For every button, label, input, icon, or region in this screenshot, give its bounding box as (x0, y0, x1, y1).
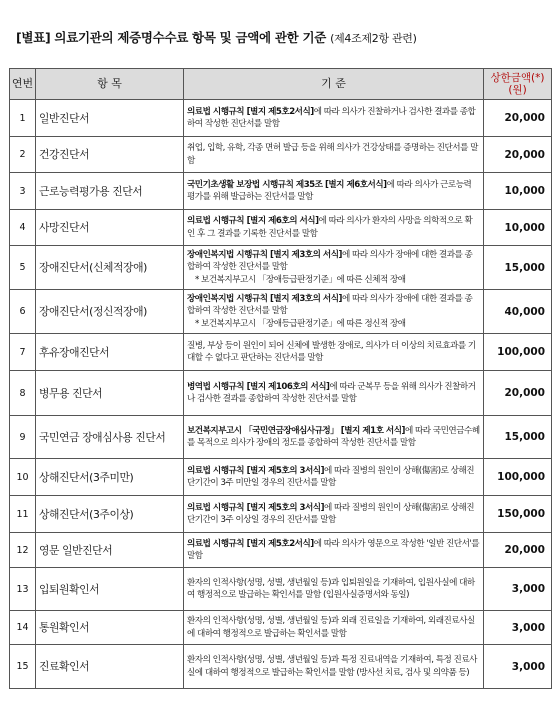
row-item-name: 상해진단서(3주미만) (36, 459, 184, 496)
row-fee-amount: 10,000 (484, 173, 552, 210)
row-fee-amount: 150,000 (484, 496, 552, 533)
criteria-description: 에 따라 의사가 영문으로 작성한 '일반 진단서'를 말함 (187, 538, 480, 561)
criteria-legal-basis: 병역법 시행규칙 [별지 제106호의 서식] (187, 381, 330, 392)
row-number: 11 (10, 496, 36, 533)
criteria-description: 환자의 인적사항(성명, 성별, 생년월일 등)과 외래 진료일을 기재하여, 외래진료사실에 대하여 행정적으로 발급하는 확인서를 말함 (187, 616, 475, 639)
table-header (10, 69, 552, 100)
criteria-legal-basis: 의료법 시행규칙 [별지 제5호2서식] (187, 538, 314, 549)
row-criteria (184, 210, 484, 246)
row-number: 10 (10, 459, 36, 496)
table-row (10, 611, 552, 645)
table-row (10, 416, 552, 459)
row-number: 13 (10, 568, 36, 611)
criteria-description: 에 따라 의사가 장애에 대한 결과를 종합하여 작성한 진단서를 말함 (187, 293, 473, 317)
criteria-description: 취업, 입학, 유학, 각종 면허 발급 등을 위해 의사가 건강상태를 증명하는 진단서를 말함 (187, 143, 478, 166)
table-row (10, 645, 552, 689)
criteria-legal-basis: 장애인복지법 시행규칙 [별지 제3호의 서식] (187, 249, 342, 260)
row-number: 6 (10, 290, 36, 334)
row-number: 5 (10, 246, 36, 290)
criteria-legal-basis: 의료법 시행규칙 [별지 제5호의 3서식] (187, 502, 325, 513)
criteria-description: 에 따라 군복무 등을 위해 의사가 진찰하거나 검사한 결과를 종합하여 작성한 진단서를 말함 (187, 381, 476, 404)
row-item-name: 영문 일반진단서 (36, 533, 184, 568)
criteria-note: * 보건복지부고시 「장애등급판정기준」에 따른 신체적 장애 (195, 274, 406, 285)
row-number: 4 (10, 210, 36, 246)
row-number: 9 (10, 416, 36, 459)
header-fee-line2: (원) (508, 84, 527, 96)
row-number: 8 (10, 371, 36, 416)
row-fee-amount: 3,000 (484, 611, 552, 645)
row-number: 15 (10, 645, 36, 689)
table-row (10, 533, 552, 568)
header-item: 항 목 (36, 69, 184, 100)
criteria-legal-basis: 의료법 시행규칙 [별지 제6호의 서식] (187, 216, 319, 227)
criteria-legal-basis: 의료법 시행규칙 [별지 제5호의 3서식] (187, 465, 325, 476)
row-item-name: 진료확인서 (36, 645, 184, 689)
header-criteria: 기 준 (184, 69, 484, 100)
row-fee-amount: 100,000 (484, 334, 552, 371)
row-criteria (184, 246, 484, 290)
table-row (10, 290, 552, 334)
table-row (10, 137, 552, 173)
row-criteria (184, 568, 484, 611)
header-no: 연번 (10, 69, 36, 100)
criteria-description: 에 따라 의사가 진찰하거나 검사한 결과를 종합하여 작성한 진단서를 말함 (187, 106, 476, 129)
criteria-description: 환자의 인적사항(성명, 성별, 생년월일 등)과 입퇴원일을 기재하여, 입원사실에 대하여 행정적으로 발급하는 확인서를 말함 (입원사실증명서와 동일) (187, 577, 475, 600)
row-fee-amount: 100,000 (484, 459, 552, 496)
criteria-note: * 보건복지부고시 「장애등급판정기준」에 따른 정신적 장애 (195, 318, 406, 329)
row-item-name: 장애진단서(신체적장애) (36, 246, 184, 290)
row-fee-amount: 10,000 (484, 210, 552, 246)
criteria-legal-basis: 장애인복지법 시행규칙 [별지 제3호의 서식] (187, 293, 342, 304)
criteria-legal-basis: 의료법 시행규칙 [별지 제5호2서식] (187, 106, 314, 117)
row-fee-amount: 3,000 (484, 645, 552, 689)
row-criteria (184, 533, 484, 568)
table-row (10, 246, 552, 290)
row-number: 14 (10, 611, 36, 645)
criteria-description: 에 따라 질병의 원인이 상해(傷害)로 상해진단기간이 3주 미만일 경우의 진단서를 말함 (187, 465, 475, 488)
row-fee-amount: 20,000 (484, 533, 552, 568)
table-body (10, 100, 552, 689)
row-criteria (184, 173, 484, 210)
row-item-name: 근로능력평가용 진단서 (36, 173, 184, 210)
table-row (10, 210, 552, 246)
criteria-description: 환자의 인적사항(성명, 성별, 생년월일 등)과 특정 진료내역을 기재하여, 특정 진료사실에 대하여 행정적으로 발급하는 확인서를 말함 (방사선 치료, 검사 및 의약품 등) (187, 655, 477, 678)
row-fee-amount: 15,000 (484, 246, 552, 290)
row-criteria (184, 334, 484, 371)
row-item-name: 병무용 진단서 (36, 371, 184, 416)
row-item-name: 사망진단서 (36, 210, 184, 246)
criteria-description: 에 따라 의사가 환자의 사망을 의학적으로 확인 후 그 결과를 기록한 진단서를 말함 (187, 216, 473, 239)
row-number: 1 (10, 100, 36, 137)
row-item-name: 상해진단서(3주이상) (36, 496, 184, 533)
table-row (10, 173, 552, 210)
row-criteria (184, 459, 484, 496)
title-reference: (제4조제2항 관련) (330, 32, 417, 45)
row-item-name: 일반진단서 (36, 100, 184, 137)
criteria-description: 에 따라 국민연금수혜를 목적으로 의사가 장애의 정도를 종합하여 작성한 진단서를 말함 (187, 425, 480, 448)
table-row (10, 334, 552, 371)
row-criteria (184, 496, 484, 533)
row-fee-amount: 40,000 (484, 290, 552, 334)
row-number: 2 (10, 137, 36, 173)
row-criteria (184, 645, 484, 689)
page-title (16, 28, 546, 46)
row-fee-amount: 20,000 (484, 137, 552, 173)
criteria-description: 질병, 부상 등이 원인이 되어 신체에 발생한 장애로, 의사가 더 이상의 치료효과를 기대할 수 없다고 판단하는 진단서를 말함 (187, 340, 476, 363)
row-item-name: 후유장애진단서 (36, 334, 184, 371)
criteria-description: 에 따라 의사가 근로능력 평가를 위해 발급하는 진단서를 말함 (187, 179, 472, 202)
row-number: 3 (10, 173, 36, 210)
row-item-name: 통원확인서 (36, 611, 184, 645)
criteria-legal-basis: 보건복지부고시 「국민연금장애심사규정」 [별지 제1호 서식] (187, 425, 405, 436)
table-row (10, 568, 552, 611)
row-fee-amount: 15,000 (484, 416, 552, 459)
row-item-name: 국민연금 장애심사용 진단서 (36, 416, 184, 459)
row-criteria (184, 100, 484, 137)
table-row (10, 459, 552, 496)
header-fee (484, 69, 552, 100)
criteria-description: 에 따라 질병의 원인이 상해(傷害)로 상해진단기간이 3주 이상일 경우의 진단서를 말함 (187, 502, 475, 525)
criteria-description: 에 따라 의사가 장애에 대한 결과를 종합하여 작성한 진단서를 말함 (187, 249, 473, 273)
row-criteria (184, 371, 484, 416)
row-fee-amount: 3,000 (484, 568, 552, 611)
fee-table (9, 68, 552, 689)
row-fee-amount: 20,000 (484, 100, 552, 137)
row-criteria (184, 137, 484, 173)
table-row (10, 371, 552, 416)
row-item-name: 장애진단서(정신적장애) (36, 290, 184, 334)
row-item-name: 입퇴원확인서 (36, 568, 184, 611)
row-item-name: 건강진단서 (36, 137, 184, 173)
row-number: 12 (10, 533, 36, 568)
row-criteria (184, 290, 484, 334)
row-fee-amount: 20,000 (484, 371, 552, 416)
row-criteria (184, 611, 484, 645)
criteria-legal-basis: 국민기초생활 보장법 시행규칙 제35조 [별지 제6호서식] (187, 179, 387, 190)
row-number: 7 (10, 334, 36, 371)
table-row (10, 496, 552, 533)
header-fee-line1: 상한금액(*) (490, 72, 545, 84)
table-row (10, 100, 552, 137)
row-criteria (184, 416, 484, 459)
title-main: [별표] 의료기관의 제증명수수료 항목 및 금액에 관한 기준 (16, 30, 327, 45)
